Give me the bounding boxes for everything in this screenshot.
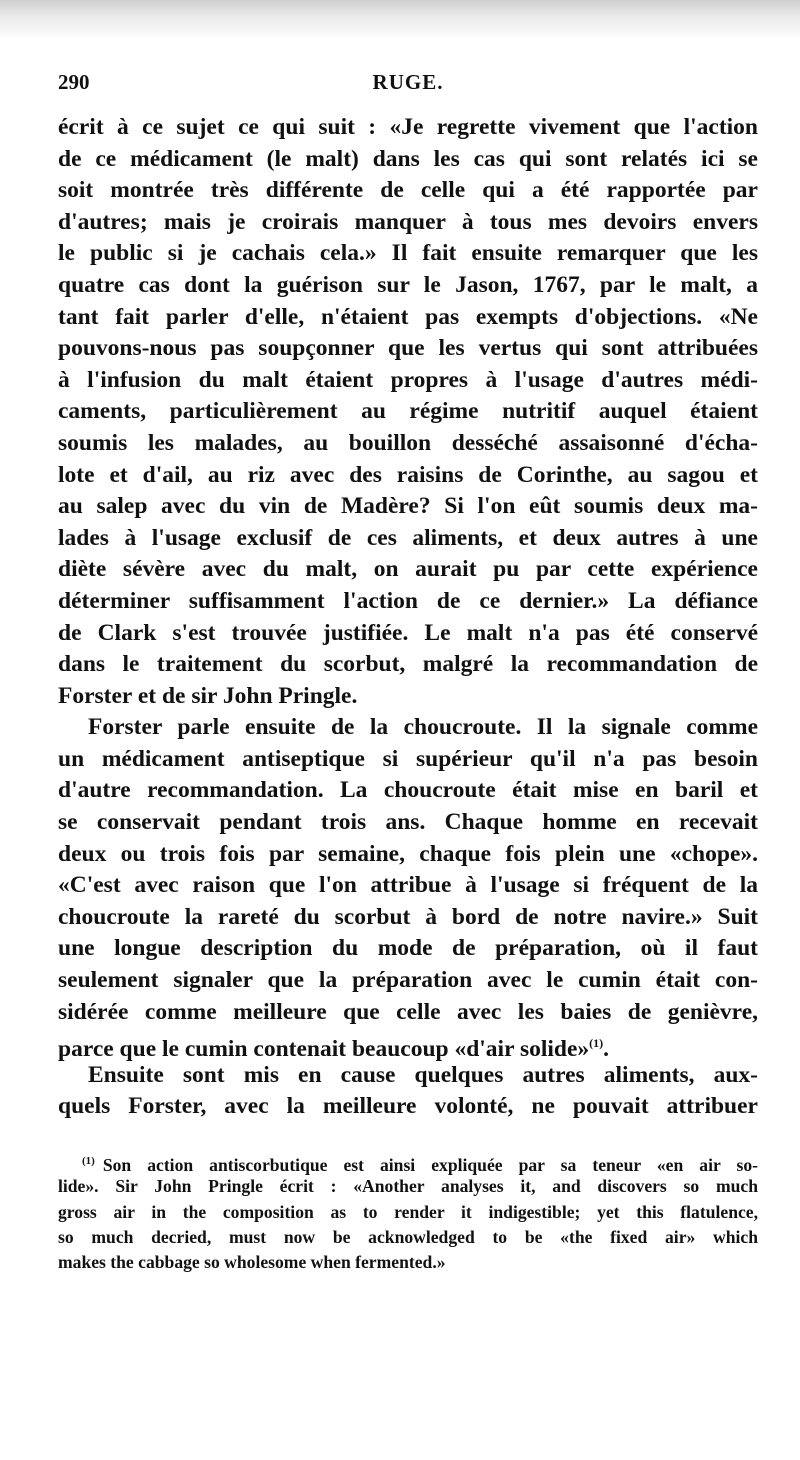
- text-line: au salep avec du vin de Madère? Si l'on eût soumis deux ma-: [58, 493, 758, 520]
- text-line: d'autres; mais je croirais manquer à tous mes devoirs envers: [58, 208, 758, 235]
- page-header: [58, 70, 758, 108]
- text-line: une longue description du mode de préparation, où il faut: [58, 935, 758, 962]
- text-line: d'autre recommandation. La choucroute était mise en baril et: [58, 777, 758, 804]
- text-line: caments, particulièrement au régime nutritif auquel étaient: [58, 398, 758, 425]
- text-line: deux ou trois fois par semaine, chaque fois plein une «chope».: [58, 840, 758, 867]
- footnote-line: gross air in the composition as to render it indigestible; yet this flatulence,: [58, 1201, 758, 1222]
- text-line: à l'infusion du malt étaient propres à l'usage d'autres médi-: [58, 366, 758, 393]
- text-line: Forster parle ensuite de la choucroute. Il la signale comme: [88, 714, 758, 741]
- text-line: déterminer suffisamment l'action de ce dernier.» La défiance: [58, 587, 758, 614]
- text-line-with-footnote-ref: [58, 1028, 758, 1063]
- text-line: écrit à ce sujet ce qui suit : «Je regrette vivement que l'action: [58, 114, 758, 140]
- text-line: dans le traitement du scorbut, malgré la recommandation de: [58, 651, 758, 678]
- text-line: pouvons-nous pas soupçonner que les vertus qui sont attribuées: [58, 335, 758, 362]
- text-line: «C'est avec raison que l'on attribue à l'usage si fréquent de la: [58, 872, 758, 899]
- text-line: soit montrée très différente de celle qui a été rapportée par: [58, 177, 758, 204]
- footnote-text: Son action antiscorbutique est ainsi expliquée par sa teneur «en air so-: [102, 1154, 758, 1175]
- text-line: de ce médicament (le malt) dans les cas qui sont relatés ici se: [58, 145, 758, 172]
- book-page: [58, 70, 758, 1275]
- text-line: tant fait parler d'elle, n'étaient pas exempts d'objections. «Ne: [58, 303, 758, 330]
- footnotes: [58, 1149, 758, 1275]
- footnote-line: lide». Sir John Pringle écrit : «Another analyses it, and discovers so much: [58, 1176, 758, 1197]
- running-head: RUGE.: [372, 70, 444, 94]
- text-line: le public si je cachais cela.» Il fait ensuite remarquer que les: [58, 240, 758, 267]
- text-line: sidérée comme meilleure que celle avec les baies de genièvre,: [58, 998, 758, 1025]
- footnote-line: [58, 1149, 758, 1174]
- footnote-reference: (1): [589, 1036, 604, 1051]
- text-line: lades à l'usage exclusif de ces aliments, et deux autres à une: [58, 524, 758, 551]
- text-line: Forster et de sir John Pringle.: [58, 682, 358, 709]
- text-line: Ensuite sont mis en cause quelques autres aliments, aux-: [88, 1061, 758, 1088]
- footnote-line: makes the cabbage so wholesome when fermented.»: [58, 1252, 446, 1273]
- text-line: lote et d'ail, au riz avec des raisins de Corinthe, au sagou et: [58, 461, 758, 488]
- text-line: seulement signaler que la préparation avec le cumin était con-: [58, 967, 758, 994]
- footnote-mark: (1): [82, 1155, 95, 1167]
- text-line: soumis les malades, au bouillon desséché assaisonné d'écha-: [58, 429, 758, 456]
- body-text: [58, 112, 758, 1123]
- scan-top-edge: [0, 0, 800, 40]
- text-line: se conservait pendant trois ans. Chaque homme en recevait: [58, 809, 758, 836]
- page-number: 290: [58, 70, 90, 94]
- footnote-line: so much decried, must now be acknowledged to be «the fixed air» which: [58, 1226, 758, 1247]
- text-line: quatre cas dont la guérison sur le Jason, 1767, par le malt, a: [58, 271, 758, 298]
- text-line: diète sévère avec du malt, on aurait pu par cette expérience: [58, 556, 758, 583]
- text-line: choucroute la rareté du scorbut à bord de notre navire.» Suit: [58, 903, 758, 930]
- text-line: parce que le cumin contenait beaucoup «d'air solide»: [58, 1036, 590, 1063]
- footnote-reference-tail: .: [603, 1036, 610, 1063]
- text-line: un médicament antiseptique si supérieur qu'il n'a pas besoin: [58, 745, 758, 772]
- text-line: quels Forster, avec la meilleure volonté, ne pouvait attribuer: [58, 1093, 758, 1120]
- text-line: de Clark s'est trouvée justifiée. Le malt n'a pas été conservé: [58, 619, 758, 646]
